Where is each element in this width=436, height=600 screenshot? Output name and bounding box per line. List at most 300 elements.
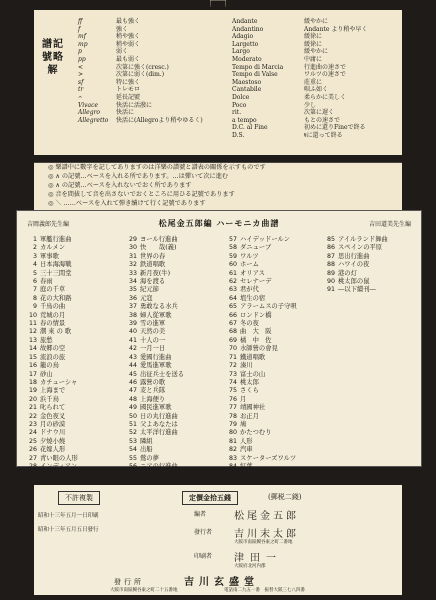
symbol-meaning: 最も強く xyxy=(116,18,141,25)
song-title: お正月 xyxy=(240,412,259,420)
song-title: 花嫁人形 xyxy=(40,446,66,454)
song-number: 14 xyxy=(28,345,37,353)
song-title: 鶯の夢 xyxy=(140,454,159,462)
song-title: 靖國神社 xyxy=(240,404,266,412)
symbol-meaning: 快活に活潑に xyxy=(116,101,153,109)
tempo-row xyxy=(232,71,397,79)
song-item xyxy=(225,278,315,286)
song-item xyxy=(125,303,215,311)
song-title: 夕燒小燒 xyxy=(40,437,66,445)
song-number: 35 xyxy=(128,286,137,294)
song-number: 11 xyxy=(28,320,37,328)
song-title: 花の大和路 xyxy=(40,294,72,302)
song-title: 父よあなたは xyxy=(140,420,178,428)
song-number: 60 xyxy=(228,261,237,269)
song-item xyxy=(25,371,115,379)
song-title: 春の情景 xyxy=(40,320,66,328)
issue-date: 昭和十三年五月五日發行 xyxy=(38,527,99,533)
song-item xyxy=(125,320,215,328)
song-item xyxy=(125,463,215,471)
song-title: 日の丸行進曲 xyxy=(140,412,178,420)
symbol-meaning: 最も弱く xyxy=(116,55,141,63)
publisher-name: 吉川末太郎 xyxy=(234,529,299,540)
song-item xyxy=(25,446,115,454)
song-title: インディアン xyxy=(40,462,78,470)
song-item xyxy=(25,387,115,395)
song-item xyxy=(125,429,215,437)
song-number: 12 xyxy=(28,328,37,336)
song-number: 21 xyxy=(28,404,37,412)
song-item xyxy=(225,244,315,252)
song-item xyxy=(125,253,215,261)
symbol-key-panel xyxy=(34,10,402,155)
song-number: 85 xyxy=(326,236,335,243)
tempo-term: Adagio xyxy=(232,33,254,41)
song-number: 67 xyxy=(228,320,237,328)
song-item xyxy=(225,303,315,311)
symbol-row xyxy=(78,41,230,49)
song-number: 38 xyxy=(128,311,137,319)
song-number: 33 xyxy=(128,269,137,277)
song-title: 曲 大 阪 xyxy=(240,328,272,336)
symbol-row xyxy=(78,71,230,79)
song-number: 28 xyxy=(28,462,37,470)
tempo-meaning: 初めに還りFineで終る xyxy=(304,124,366,132)
tempo-term: Largo xyxy=(232,48,250,56)
song-title: 鉄道唱歌 xyxy=(140,261,166,269)
tempo-term: Dolce xyxy=(232,93,250,101)
tempo-meaning: 緩徐に xyxy=(304,40,323,48)
song-item xyxy=(225,429,315,437)
song-number: 10 xyxy=(28,311,37,319)
song-item xyxy=(225,404,315,412)
song-title: 天然の美 xyxy=(140,328,166,336)
symbol-mark: < xyxy=(78,63,84,71)
song-title: 海を渡る xyxy=(140,278,166,286)
tempo-meaning: 行進曲の速さで xyxy=(304,63,347,71)
song-title: アイルランド舞曲 xyxy=(338,236,388,243)
tempo-term: a tempo xyxy=(232,116,257,124)
song-column-2 xyxy=(125,236,215,471)
song-item xyxy=(125,286,215,294)
song-item xyxy=(125,404,215,412)
publishing-house-name: 吉川玄盛堂 xyxy=(184,577,259,588)
song-item xyxy=(323,253,413,261)
tempo-row xyxy=(232,132,397,140)
song-item xyxy=(25,286,115,294)
song-number: 42 xyxy=(128,345,137,353)
editor-role: 編者 xyxy=(194,511,207,518)
song-title: 桃太郎の鼠 xyxy=(338,278,370,286)
song-title: ホーム xyxy=(240,261,259,269)
song-title: 元寇 xyxy=(140,294,153,302)
song-item xyxy=(25,312,115,320)
song-number: 72 xyxy=(228,362,237,370)
song-title: 人形 xyxy=(240,437,253,445)
song-number: 18 xyxy=(28,378,37,386)
symbol-meaning: トレモロ xyxy=(116,86,141,94)
song-number: 80 xyxy=(228,429,237,437)
song-number: 40 xyxy=(128,328,137,336)
song-item xyxy=(225,328,315,336)
symbol-meaning: 強く xyxy=(116,25,129,33)
song-number: 17 xyxy=(28,370,37,378)
song-column-4 xyxy=(323,236,413,295)
song-title: 旅愁 xyxy=(40,336,53,344)
tempo-meaning: 唄ふ如く xyxy=(304,86,329,94)
song-item xyxy=(323,244,413,252)
song-number: 2 xyxy=(32,244,37,252)
tempo-term: Tempo di Marcia xyxy=(232,63,284,71)
postage-label: (郵税二錢) xyxy=(268,493,302,501)
song-number: 81 xyxy=(228,437,237,445)
song-title: 水師營の會見 xyxy=(240,345,278,353)
song-number: 89 xyxy=(326,269,335,277)
symbol-mark: > xyxy=(78,71,84,79)
song-number: 1 xyxy=(32,236,37,243)
tempo-column xyxy=(232,18,397,140)
tempo-meaning: 少し xyxy=(304,101,317,109)
symbol-mark: Vivace xyxy=(78,101,99,109)
song-item xyxy=(225,396,315,404)
song-item xyxy=(25,396,115,404)
song-number: 4 xyxy=(32,261,37,269)
song-item xyxy=(125,371,215,379)
song-title: 青い眼の人形 xyxy=(40,454,78,462)
editor-name: 松尾金五郎 xyxy=(234,511,299,522)
tempo-row xyxy=(232,48,397,56)
song-item xyxy=(25,421,115,429)
song-title: 世界の春 xyxy=(140,252,166,260)
song-number: 90 xyxy=(326,278,335,286)
song-number: 71 xyxy=(228,353,237,361)
tempo-term: Andante xyxy=(232,18,258,25)
tempo-term: D.C. al Fine xyxy=(232,124,268,132)
tempo-meaning: 緩やかに xyxy=(304,18,329,25)
song-number: 24 xyxy=(28,429,37,437)
song-item xyxy=(25,362,115,370)
song-number: 88 xyxy=(326,261,335,269)
song-title: 富士の山 xyxy=(240,370,266,378)
song-item xyxy=(125,337,215,345)
symbol-key-title: 譜記號略解 xyxy=(42,39,64,76)
song-item xyxy=(25,413,115,421)
song-number: 50 xyxy=(128,412,137,420)
song-title: 露營の歌 xyxy=(140,378,166,386)
song-item xyxy=(225,354,315,362)
song-item xyxy=(25,261,115,269)
notes-panel xyxy=(34,162,402,212)
song-title: 鐵道唱歌 xyxy=(240,353,266,361)
song-number: 46 xyxy=(128,378,137,386)
symbol-row xyxy=(78,109,230,117)
tempo-meaning: 緩やかに xyxy=(304,48,329,56)
symbol-mark: pp xyxy=(78,55,86,63)
song-number: 69 xyxy=(228,336,237,344)
symbol-meaning: 稍や弱く xyxy=(116,40,141,48)
song-title: 潮 來 の 歌 xyxy=(40,328,72,336)
song-title: 金色夜叉 xyxy=(40,412,66,420)
song-title: 桃太郎 xyxy=(240,378,259,386)
publishing-house-role: 發行所 xyxy=(114,578,144,586)
song-item xyxy=(225,387,315,395)
dynamics-column xyxy=(78,18,230,124)
song-number: 82 xyxy=(228,446,237,454)
song-number: 86 xyxy=(326,244,335,252)
song-number: 78 xyxy=(228,412,237,420)
song-number: 62 xyxy=(228,278,237,286)
song-number: 3 xyxy=(32,252,37,260)
song-title: ダニューブ xyxy=(240,244,272,252)
note-line: ◎ 樂譜中に數字を記してありますのは洋樂の譜號と譜表の關係を示すものです xyxy=(48,164,266,171)
tempo-term: Cantabile xyxy=(232,86,262,94)
song-item xyxy=(25,455,115,463)
song-item xyxy=(125,387,215,395)
song-item xyxy=(225,446,315,454)
song-title: カチューシャ xyxy=(40,378,78,386)
song-number: 48 xyxy=(128,395,137,403)
symbol-mark: 𝄐 xyxy=(78,93,82,101)
symbol-mark: p xyxy=(78,48,82,56)
song-number: 31 xyxy=(128,252,137,260)
song-title: 春雨 xyxy=(40,278,53,286)
song-item xyxy=(25,328,115,336)
song-number: 63 xyxy=(228,286,237,294)
song-title: 月の砂漠 xyxy=(40,420,66,428)
reprint-notice: 不許複製 xyxy=(58,491,100,505)
song-column-3 xyxy=(225,236,315,471)
symbol-row xyxy=(78,102,230,110)
song-item xyxy=(25,303,115,311)
song-title: 日本海海戰 xyxy=(40,261,72,269)
tempo-term: Largetto xyxy=(232,40,259,48)
song-number: 20 xyxy=(28,395,37,403)
song-title: 埴生の宿 xyxy=(240,294,266,302)
song-number: 13 xyxy=(28,336,37,344)
tempo-term: Moderato xyxy=(232,55,262,63)
song-title: 叱られて xyxy=(40,404,66,412)
song-number: 26 xyxy=(28,446,37,454)
tempo-row xyxy=(232,124,397,132)
note-line: ◎ 音を間拔して音を出さないでおくところに用ひる記號であります xyxy=(48,191,235,198)
song-item xyxy=(125,295,215,303)
song-title: ヨール行進曲 xyxy=(140,236,178,243)
symbol-row xyxy=(78,94,230,102)
symbol-mark: tr xyxy=(78,86,84,94)
song-number: 47 xyxy=(128,387,137,395)
tempo-meaning: 柔らかに美しく xyxy=(304,93,347,101)
song-title: 鳩 xyxy=(240,420,247,428)
symbol-row xyxy=(78,33,230,41)
song-item xyxy=(323,270,413,278)
symbol-mark: f xyxy=(78,25,81,33)
song-title: 隣組 xyxy=(140,437,153,445)
tempo-term: D.S. xyxy=(232,131,245,139)
song-item xyxy=(25,337,115,345)
song-number: 79 xyxy=(228,420,237,428)
song-number: 61 xyxy=(228,269,237,277)
song-title: カルメン xyxy=(40,244,65,252)
song-number: 6 xyxy=(32,278,37,286)
song-number: 32 xyxy=(128,261,137,269)
song-number: 74 xyxy=(228,378,237,386)
song-title: かたつむり xyxy=(240,429,272,437)
song-title: ワルツ xyxy=(240,252,259,260)
song-item xyxy=(25,295,115,303)
song-number: 7 xyxy=(32,286,37,294)
song-title: 上海便り xyxy=(140,395,166,403)
song-number: 55 xyxy=(128,454,137,462)
song-number: 8 xyxy=(32,294,37,302)
song-number: 25 xyxy=(28,437,37,445)
song-title: 砂山 xyxy=(40,370,53,378)
symbol-meaning: 特に強く xyxy=(116,78,141,86)
song-title: 君が代 xyxy=(240,286,259,294)
song-title: さくら xyxy=(240,387,259,395)
song-title: 上海まで xyxy=(40,387,66,395)
tempo-term: Andantino xyxy=(232,25,264,33)
symbol-mark: sf xyxy=(78,78,84,86)
publisher-role: 發行者 xyxy=(194,529,213,536)
song-item xyxy=(225,379,315,387)
song-number: 22 xyxy=(28,412,37,420)
tempo-meaning: 次第に遅く xyxy=(304,109,335,117)
tempo-meaning: 𝄋に還って終る xyxy=(304,131,343,139)
song-number: 68 xyxy=(228,328,237,336)
song-title: 思出行進曲 xyxy=(338,252,370,260)
publishing-house-address: 大阪市南區鰻谷東之町二十五番地 xyxy=(110,588,178,593)
symbol-mark: Allegretto xyxy=(78,116,109,124)
song-title: 新月夜(牛) xyxy=(140,269,171,277)
song-item xyxy=(323,261,413,269)
symbol-row xyxy=(78,56,230,64)
song-item xyxy=(25,345,115,353)
song-number: 76 xyxy=(228,395,237,403)
right-editor-label: 吉田道美先生編 xyxy=(368,220,411,228)
song-item xyxy=(225,312,315,320)
song-title: 湊川 xyxy=(240,362,253,370)
tempo-meaning: もとの速さで xyxy=(304,116,341,124)
song-title: 庭の千草 xyxy=(40,286,66,294)
tempo-row xyxy=(232,94,397,102)
tempo-meaning: Andante より稍や早く xyxy=(304,25,368,33)
song-number: 66 xyxy=(228,311,237,319)
tempo-term: rit. xyxy=(232,109,242,117)
song-number: 77 xyxy=(228,404,237,412)
song-number: 75 xyxy=(228,387,237,395)
song-item xyxy=(125,278,215,286)
print-date: 昭和十三年五月一日印刷 xyxy=(38,513,99,519)
song-number: 56 xyxy=(128,462,137,470)
song-title: 冬の夜 xyxy=(240,320,259,328)
song-number: 49 xyxy=(128,404,137,412)
song-title: オリアス xyxy=(240,269,265,277)
song-number: 64 xyxy=(228,294,237,302)
song-title: 浜千鳥 xyxy=(40,395,59,403)
song-number: 30 xyxy=(128,244,137,252)
song-title: 橘 中 佐 xyxy=(240,336,272,344)
symbol-row xyxy=(78,79,230,87)
song-list-title: 松尾金五郎編 ハーモニカ曲譜 xyxy=(158,217,280,228)
song-column-1 xyxy=(25,236,115,471)
song-number: 19 xyxy=(28,387,37,395)
song-number: 44 xyxy=(128,362,137,370)
symbol-row xyxy=(78,26,230,34)
song-item xyxy=(125,244,215,252)
song-number: 51 xyxy=(128,420,137,428)
song-number: 39 xyxy=(128,320,137,328)
song-item xyxy=(125,446,215,454)
song-item xyxy=(25,278,115,286)
song-number: 29 xyxy=(128,236,137,243)
tempo-row xyxy=(232,109,397,117)
symbol-meaning: 次第に弱く(dim.) xyxy=(116,71,165,79)
song-number: 59 xyxy=(228,252,237,260)
song-title: 愛國行進曲 xyxy=(140,353,172,361)
song-item xyxy=(125,270,215,278)
song-item xyxy=(25,429,115,437)
symbol-meaning: 次第に強く(cresc.) xyxy=(116,63,169,71)
tempo-row xyxy=(232,86,397,94)
song-title: 出征兵士を送る xyxy=(140,370,185,378)
symbol-row xyxy=(78,48,230,56)
printer-address: 大阪府北河内郡 xyxy=(234,564,266,569)
song-item xyxy=(125,354,215,362)
song-title: 雪の進軍 xyxy=(140,320,166,328)
song-number: 52 xyxy=(128,429,137,437)
song-item xyxy=(25,253,115,261)
song-number: 34 xyxy=(128,278,137,286)
song-title: 月 xyxy=(240,395,247,403)
song-item xyxy=(225,295,315,303)
tempo-term: Tempo di Valse xyxy=(232,71,278,79)
colophon-panel xyxy=(34,485,402,595)
song-title: 紅葉 xyxy=(240,462,253,470)
song-title: 勇敢なる水兵 xyxy=(140,303,178,311)
song-title: アラームスの子守唄 xyxy=(240,303,297,311)
song-number: 58 xyxy=(228,244,237,252)
tempo-term: Maestoso xyxy=(232,78,262,86)
song-number: 91 xyxy=(326,286,335,294)
tempo-row xyxy=(232,33,397,41)
tempo-row xyxy=(232,56,397,64)
printer-role: 印刷者 xyxy=(194,553,213,560)
song-number: 70 xyxy=(228,345,237,353)
symbol-mark: Allegro xyxy=(78,109,101,117)
song-title: 港の灯 xyxy=(338,269,357,277)
song-number: 73 xyxy=(228,370,237,378)
song-title: スケーターズワルツ xyxy=(240,454,297,462)
song-item xyxy=(225,455,315,463)
song-number: 41 xyxy=(128,336,137,344)
song-item xyxy=(125,438,215,446)
song-number: 9 xyxy=(32,303,37,311)
song-item xyxy=(225,261,315,269)
song-number: 16 xyxy=(28,362,37,370)
tempo-row xyxy=(232,18,397,26)
song-item xyxy=(25,244,115,252)
song-title: 婦人從軍歌 xyxy=(140,311,172,319)
song-title: ロンドン橋 xyxy=(240,311,272,319)
song-number: 84 xyxy=(228,462,237,470)
song-item xyxy=(225,345,315,353)
song-item xyxy=(25,236,115,244)
song-item xyxy=(225,286,315,294)
song-list-panel xyxy=(16,210,422,470)
song-title: 紀元節 xyxy=(140,286,159,294)
printer-name: 津田一 xyxy=(234,553,282,564)
song-title: 國民進軍歌 xyxy=(140,404,172,412)
